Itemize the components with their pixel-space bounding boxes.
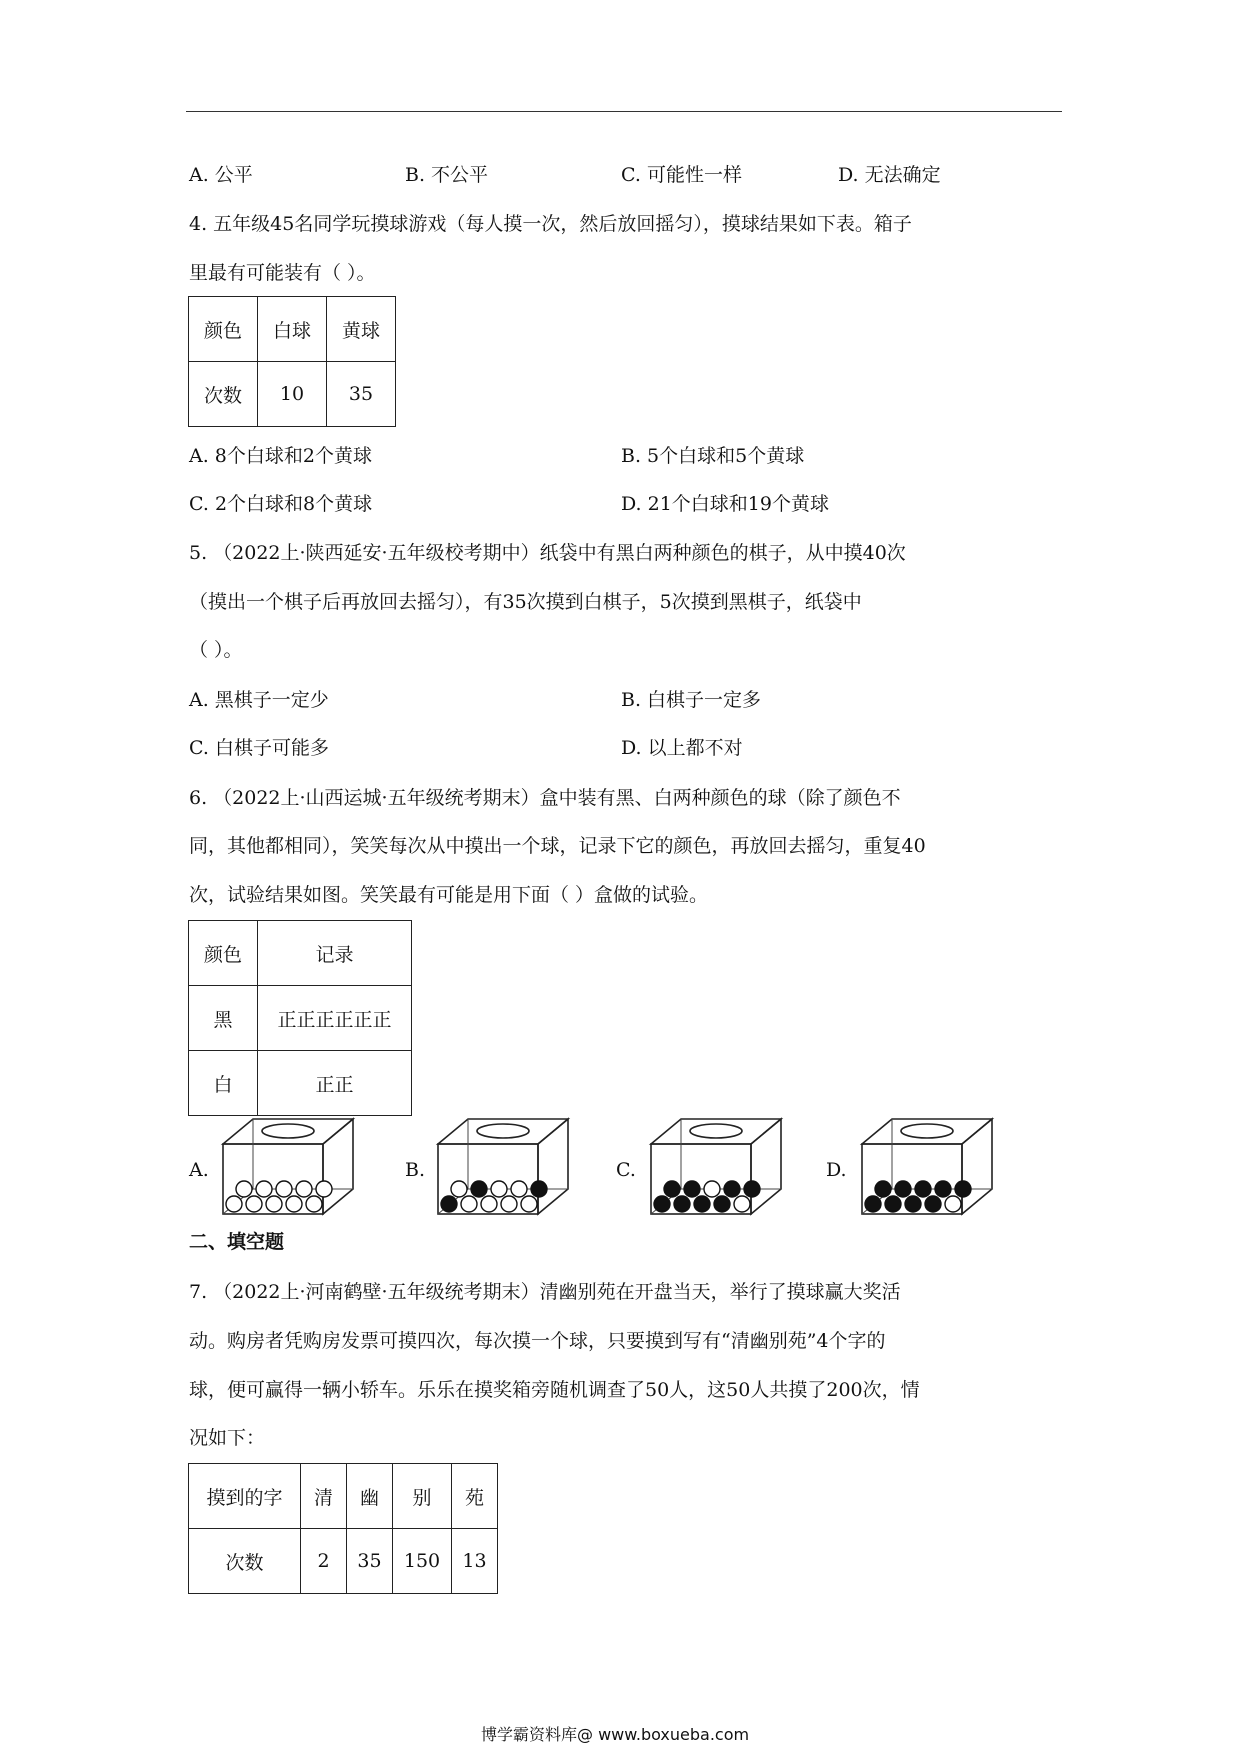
ball-box-d [859, 1116, 999, 1218]
black-ball [905, 1196, 921, 1212]
q7-table-header: 清 [301, 1464, 347, 1529]
q6-table-header: 记录 [258, 921, 412, 986]
black-ball [714, 1196, 730, 1212]
black-ball [531, 1181, 547, 1197]
q5-option-d: D. 以上都不对 [621, 737, 743, 759]
q5-text-line3: （ ）。 [189, 639, 243, 661]
box-side-face [751, 1119, 781, 1214]
black-ball [694, 1196, 710, 1212]
box-side-face [323, 1119, 353, 1214]
q5-option-b: B. 白棋子一定多 [621, 689, 762, 711]
black-ball [865, 1196, 881, 1212]
q6-text-line3: 次，试验结果如图。笑笑最有可能是用下面（ ）盒做的试验。 [189, 884, 709, 906]
q7-table-cell: 13 [452, 1529, 498, 1594]
black-ball [895, 1181, 911, 1197]
box-side-face [538, 1119, 568, 1214]
q3-option-a: A. 公平 [189, 164, 253, 186]
q7-table-cell: 35 [347, 1529, 393, 1594]
q4-text-line2: 里最有可能装有（ ）。 [189, 262, 376, 284]
white-ball [286, 1196, 302, 1212]
q7-table [188, 1463, 498, 1594]
box-opening [262, 1124, 314, 1138]
box-top-face [862, 1119, 992, 1144]
q7-text-line4: 况如下： [189, 1427, 266, 1449]
q6-table-header: 颜色 [189, 921, 258, 986]
white-ball [226, 1196, 242, 1212]
q4-option-d: D. 21个白球和19个黄球 [621, 493, 829, 515]
white-ball [236, 1181, 252, 1197]
q4-option-b: B. 5个白球和5个黄球 [621, 445, 805, 467]
white-ball [704, 1181, 720, 1197]
white-ball [491, 1181, 507, 1197]
q6-box-label-c: C. [616, 1159, 636, 1181]
white-ball [306, 1196, 322, 1212]
q7-text-line1: 7. （2022上·河南鹤壁·五年级统考期末）清幽别苑在开盘当天，举行了摸球赢大奖活 [189, 1281, 901, 1303]
q4-text-line1: 4. 五年级45名同学玩摸球游戏（每人摸一次，然后放回摇匀），摸球结果如下表。箱子 [189, 213, 912, 235]
black-ball [925, 1196, 941, 1212]
black-ball [875, 1181, 891, 1197]
box-opening [477, 1124, 529, 1138]
white-ball [945, 1196, 961, 1212]
black-ball [724, 1181, 740, 1197]
box-top-face [438, 1119, 568, 1144]
q7-table-cell: 150 [393, 1529, 452, 1594]
white-ball [501, 1196, 517, 1212]
white-ball [256, 1181, 272, 1197]
white-ball [276, 1181, 292, 1197]
section-heading: 二、填空题 [189, 1231, 285, 1253]
white-ball [481, 1196, 497, 1212]
ball-box-c [648, 1116, 788, 1218]
q5-option-c: C. 白棋子可能多 [189, 737, 329, 759]
black-ball [935, 1181, 951, 1197]
q6-text-line1: 6. （2022上·山西运城·五年级统考期末）盒中装有黑、白两种颜色的球（除了颜色不 [189, 787, 901, 809]
white-ball [316, 1181, 332, 1197]
q3-option-b: B. 不公平 [405, 164, 489, 186]
q4-option-a: A. 8个白球和2个黄球 [189, 445, 372, 467]
q7-text-line3: 球，便可赢得一辆小轿车。乐乐在摸奖箱旁随机调查了50人，这50人共摸了200次，情 [189, 1379, 920, 1401]
q7-table-header: 摸到的字 [189, 1464, 301, 1529]
ball-box-b [435, 1116, 575, 1218]
ball-box-a [220, 1116, 360, 1218]
box-side-face [962, 1119, 992, 1214]
q4-table-header: 颜色 [189, 297, 258, 362]
header-rule [186, 111, 1062, 112]
black-ball [684, 1181, 700, 1197]
q6-table-cell: 黑 [189, 986, 258, 1051]
q7-text-line2: 动。购房者凭购房发票可摸四次，每次摸一个球，只要摸到写有“清幽别苑”4个字的 [189, 1330, 886, 1352]
q6-box-label-b: B. [405, 1159, 426, 1181]
q4-table-cell: 10 [258, 362, 327, 427]
q4-option-c: C. 2个白球和8个黄球 [189, 493, 373, 515]
q4-table-cell: 35 [327, 362, 396, 427]
q4-table-header: 白球 [258, 297, 327, 362]
black-ball [471, 1181, 487, 1197]
box-top-face [651, 1119, 781, 1144]
q4-table-cell: 次数 [189, 362, 258, 427]
q5-text-line2: （摸出一个棋子后再放回去摇匀），有35次摸到白棋子，5次摸到黑棋子，纸袋中 [189, 591, 862, 613]
box-opening [690, 1124, 742, 1138]
q4-table [188, 296, 396, 427]
white-ball [521, 1196, 537, 1212]
black-ball [955, 1181, 971, 1197]
black-ball [915, 1181, 931, 1197]
white-ball [461, 1196, 477, 1212]
q6-table [188, 920, 412, 1116]
q3-option-c: C. 可能性一样 [621, 164, 742, 186]
q5-option-a: A. 黑棋子一定少 [189, 689, 329, 711]
box-opening [901, 1124, 953, 1138]
white-ball [296, 1181, 312, 1197]
q6-table-cell: 白 [189, 1051, 258, 1116]
q7-table-cell: 次数 [189, 1529, 301, 1594]
q6-box-label-d: D. [826, 1159, 847, 1181]
box-top-face [223, 1119, 353, 1144]
white-ball [246, 1196, 262, 1212]
q6-box-label-a: A. [189, 1159, 209, 1181]
q7-table-cell: 2 [301, 1529, 347, 1594]
q5-text-line1: 5. （2022上·陕西延安·五年级校考期中）纸袋中有黑白两种颜色的棋子，从中摸40次 [189, 542, 906, 564]
black-ball [744, 1181, 760, 1197]
black-ball [664, 1181, 680, 1197]
black-ball [885, 1196, 901, 1212]
black-ball [674, 1196, 690, 1212]
footer-watermark: 博学霸资料库@ www.boxueba.com [481, 1725, 750, 1744]
q7-table-header: 幽 [347, 1464, 393, 1529]
q6-text-line2: 同，其他都相同），笑笑每次从中摸出一个球，记录下它的颜色，再放回去摇匀，重复40 [189, 835, 926, 857]
white-ball [734, 1196, 750, 1212]
q4-table-header: 黄球 [327, 297, 396, 362]
q6-table-cell: 正正正正正正 [258, 986, 412, 1051]
black-ball [654, 1196, 670, 1212]
q6-table-cell: 正正 [258, 1051, 412, 1116]
white-ball [511, 1181, 527, 1197]
q3-option-d: D. 无法确定 [838, 164, 941, 186]
white-ball [451, 1181, 467, 1197]
white-ball [266, 1196, 282, 1212]
q7-table-header: 苑 [452, 1464, 498, 1529]
q7-table-header: 别 [393, 1464, 452, 1529]
black-ball [441, 1196, 457, 1212]
